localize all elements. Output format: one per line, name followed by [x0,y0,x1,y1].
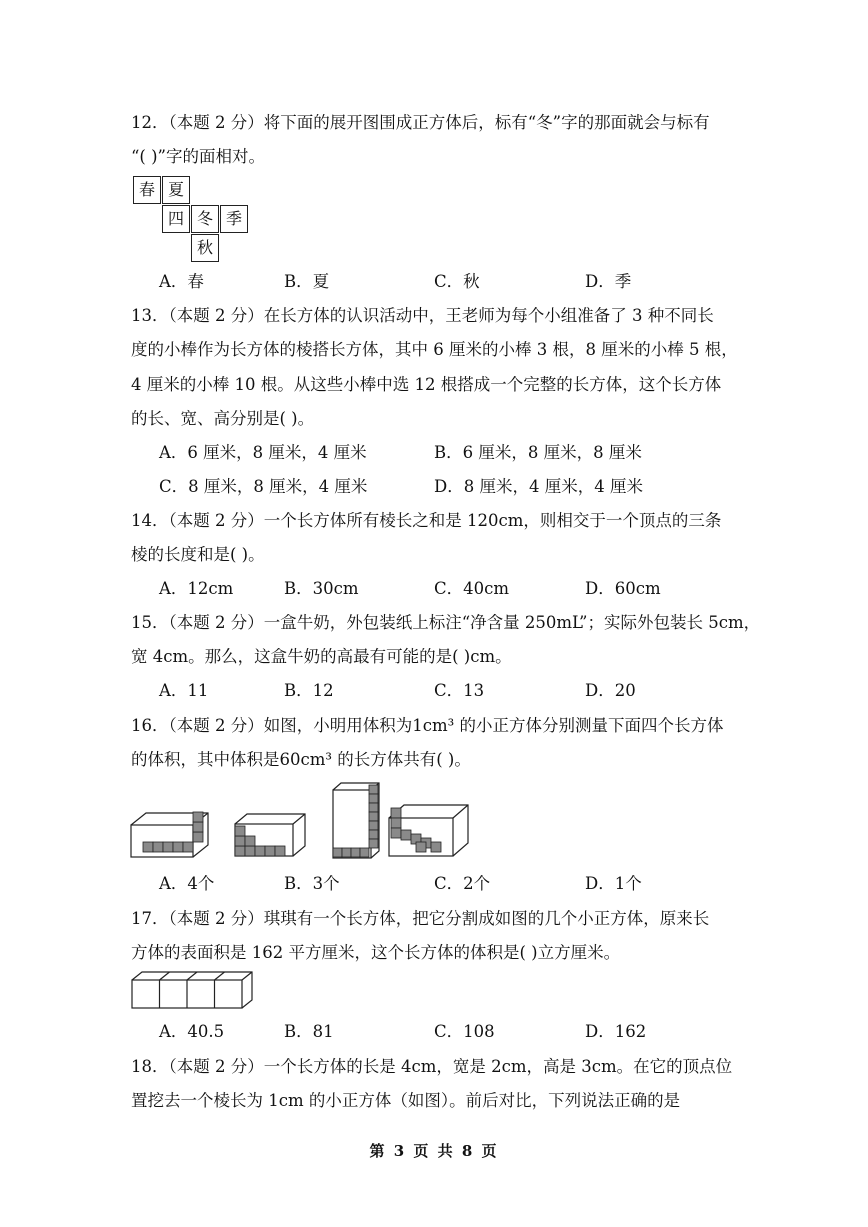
q16-option-d[interactable]: D．1个 [585,874,642,893]
q13-option-a[interactable]: A．6 厘米，8 厘米，4 厘米 [159,443,367,462]
q17-line-2: 方体的表面积是 162 平方厘米，这个长方体的体积是( )立方厘米。 [131,943,621,962]
q16-cuboid-figure-2 [232,808,312,863]
q14-option-b[interactable]: B．30cm [284,579,359,598]
q17-option-a[interactable]: A．40.5 [159,1022,225,1041]
q13-line-3: 4 厘米的小棒 10 根。从这些小棒中选 12 根搭成一个完整的长方体，这个长方体 [131,375,722,394]
net-cell-chun: 春 [133,176,161,204]
q15-option-d[interactable]: D．20 [585,681,636,700]
q16-cuboid-figure-4 [386,800,472,862]
q12-line-1: 12．（本题 2 分）将下面的展开图围成正方体后，标有“冬”字的那面就会与标有 [131,113,710,132]
q16-option-c[interactable]: C．2个 [434,874,491,893]
q17-option-c[interactable]: C．108 [434,1022,495,1041]
q15-option-c[interactable]: C．13 [434,681,485,700]
q12-option-d[interactable]: D．季 [585,272,632,291]
q13-line-4: 的长、宽、高分别是( )。 [131,409,315,428]
q12-line-2: “( )”字的面相对。 [131,147,265,166]
q16-cuboid-figure-1 [128,805,218,865]
q17-line-1: 17．（本题 2 分）琪琪有一个长方体，把它分割成如图的几个小正方体，原来长 [131,909,710,928]
q13-line-2: 度的小棒作为长方体的棱搭长方体，其中 6 厘米的小棒 3 根，8 厘米的小棒 5 根， [131,340,738,359]
q18-line-2: 置挖去一个棱长为 1cm 的小正方体（如图）。前后对比，下列说法正确的是 [131,1091,681,1110]
q13-option-b[interactable]: B．6 厘米，8 厘米，8 厘米 [434,443,642,462]
net-cell-ji: 季 [220,205,248,233]
q14-line-1: 14．（本题 2 分）一个长方体所有棱长之和是 120cm，则相交于一个顶点的三条 [131,511,722,530]
q12-option-b[interactable]: B．夏 [284,272,330,291]
net-cell-qiu: 秋 [191,234,219,262]
page-footer: 第 3 页 共 8 页 [369,1142,499,1160]
q13-line-1: 13．（本题 2 分）在长方体的认识活动中，王老师为每个小组准备了 3 种不同长 [131,306,714,325]
q16-line-1: 16．（本题 2 分）如图，小明用体积为1cm³ 的小正方体分别测量下面四个长方体 [131,716,724,735]
q18-line-1: 18．（本题 2 分）一个长方体的长是 4cm，宽是 2cm，高是 3cm。在它的顶点位 [131,1057,733,1076]
q16-option-b[interactable]: B．3个 [284,874,340,893]
net-cell-xia: 夏 [162,176,190,204]
q15-option-b[interactable]: B．12 [284,681,334,700]
q16-cuboid-figure-3 [330,780,382,865]
net-cell-si: 四 [162,205,190,233]
q12-option-a[interactable]: A．春 [159,272,204,291]
q14-option-a[interactable]: A．12cm [159,579,234,598]
q17-cuboid-figure [130,970,254,1012]
q14-option-d[interactable]: D．60cm [585,579,661,598]
q16-option-a[interactable]: A．4个 [159,874,215,893]
q13-option-c[interactable]: C．8 厘米，8 厘米，4 厘米 [159,477,368,496]
q15-line-2: 宽 4cm。那么，这盒牛奶的高最有可能的是( )cm。 [131,647,512,666]
q15-option-a[interactable]: A．11 [159,681,209,700]
q17-option-d[interactable]: D．162 [585,1022,647,1041]
q15-line-1: 15．（本题 2 分）一盒牛奶，外包装纸上标注“净含量 250mL”；实际外包装长 5cm， [131,613,761,632]
q17-option-b[interactable]: B．81 [284,1022,334,1041]
q16-line-2: 的体积，其中体积是60cm³ 的长方体共有( )。 [131,750,471,769]
q14-option-c[interactable]: C．40cm [434,579,510,598]
q13-option-d[interactable]: D．8 厘米，4 厘米，4 厘米 [434,477,643,496]
q14-line-2: 棱的长度和是( )。 [131,545,265,564]
q12-option-c[interactable]: C．秋 [434,272,480,291]
net-cell-dong: 冬 [191,205,219,233]
